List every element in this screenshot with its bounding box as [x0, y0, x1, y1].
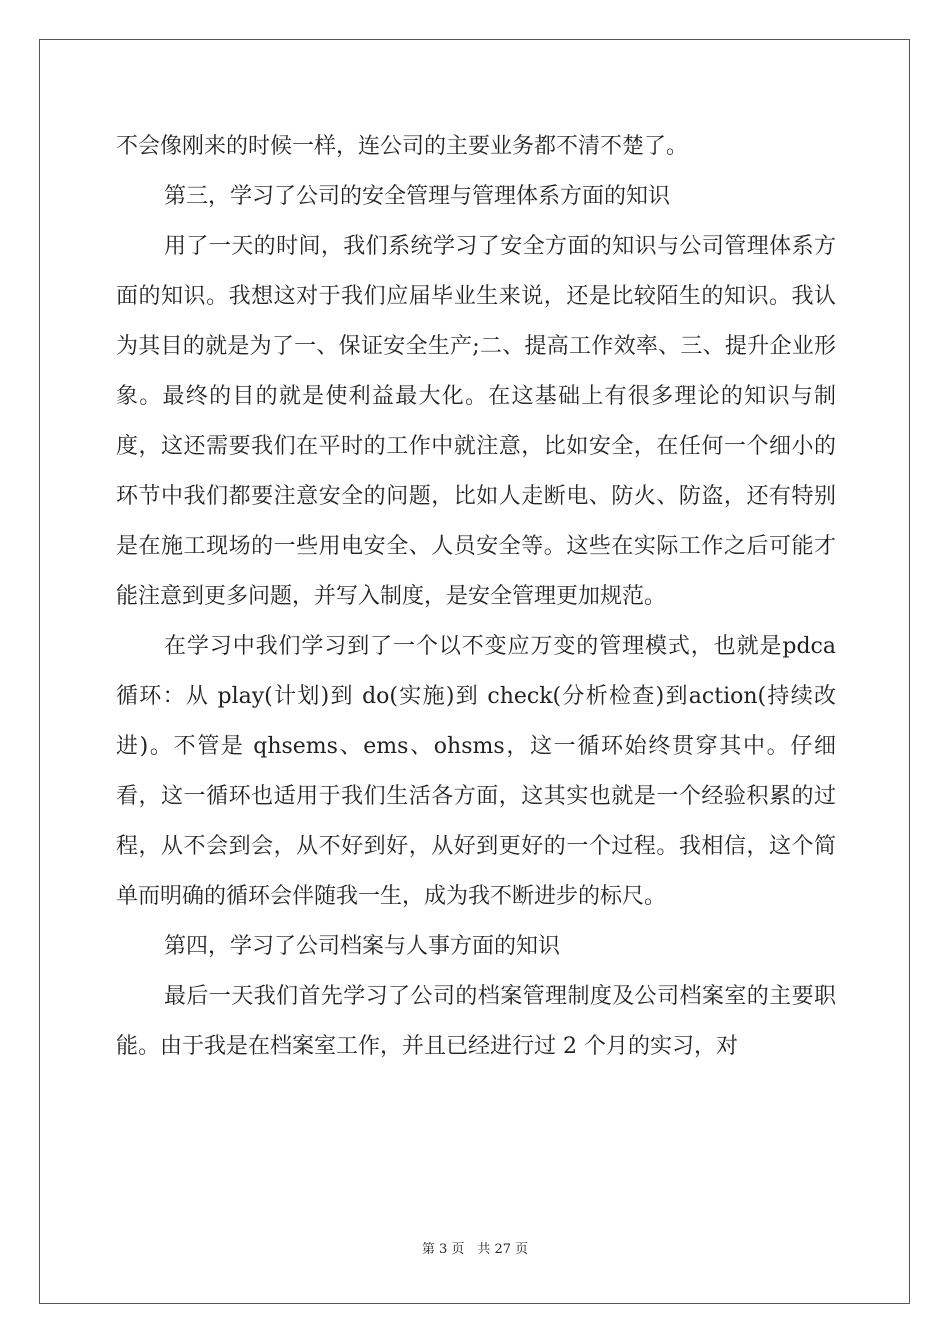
paragraph-3: 在学习中我们学习到了一个以不变应万变的管理模式，也就是pdca 循环：从 play(计划)到 do(实施)到 check(分析检查)到action(持续改进)。不管是 qhsems、ems、ohsms，这一循环始终贯穿其中。仔细看，这一循环也适用于我们生活各方面，这其实也就是一个经验积累的过程，从不会到会，从不好到好，从好到更好的一个过程。我相信，这个简单而明确的循环会伴随我一生，成为我不断进步的标尺。 — [116, 634, 836, 909]
document-body — [116, 122, 836, 1072]
section-heading-4: 第四，学习了公司档案与人事方面的知识 — [164, 934, 561, 959]
paragraph-2: 用了一天的时间，我们系统学习了安全方面的知识与公司管理体系方面的知识。我想这对于我们应届毕业生来说，还是比较陌生的知识。我认为其目的就是为了一、保证安全生产;二、提高工作效率、三、提升企业形象。最终的目的就是使利益最大化。在这基础上有很多理论的知识与制度，这还需要我们在平时的工作中就注意，比如安全，在任何一个细小的环节中我们都要注意安全的问题，比如人走断电、防火、防盗，还有特别是在施工现场的一些用电安全、人员安全等。这些在实际工作之后可能才能注意到更多问题，并写入制度，是安全管理更加规范。 — [116, 234, 836, 609]
section-heading-3: 第三，学习了公司的安全管理与管理体系方面的知识 — [164, 184, 671, 209]
paragraph-4: 最后一天我们首先学习了公司的档案管理制度及公司档案室的主要职能。由于我是在档案室工作，并且已经进行过 2 个月的实习，对 — [116, 984, 836, 1059]
paragraph-1: 不会像刚来的时候一样，连公司的主要业务都不清不楚了。 — [116, 134, 689, 159]
page-footer: 第 3 页 共 27 页 — [421, 1242, 529, 1257]
